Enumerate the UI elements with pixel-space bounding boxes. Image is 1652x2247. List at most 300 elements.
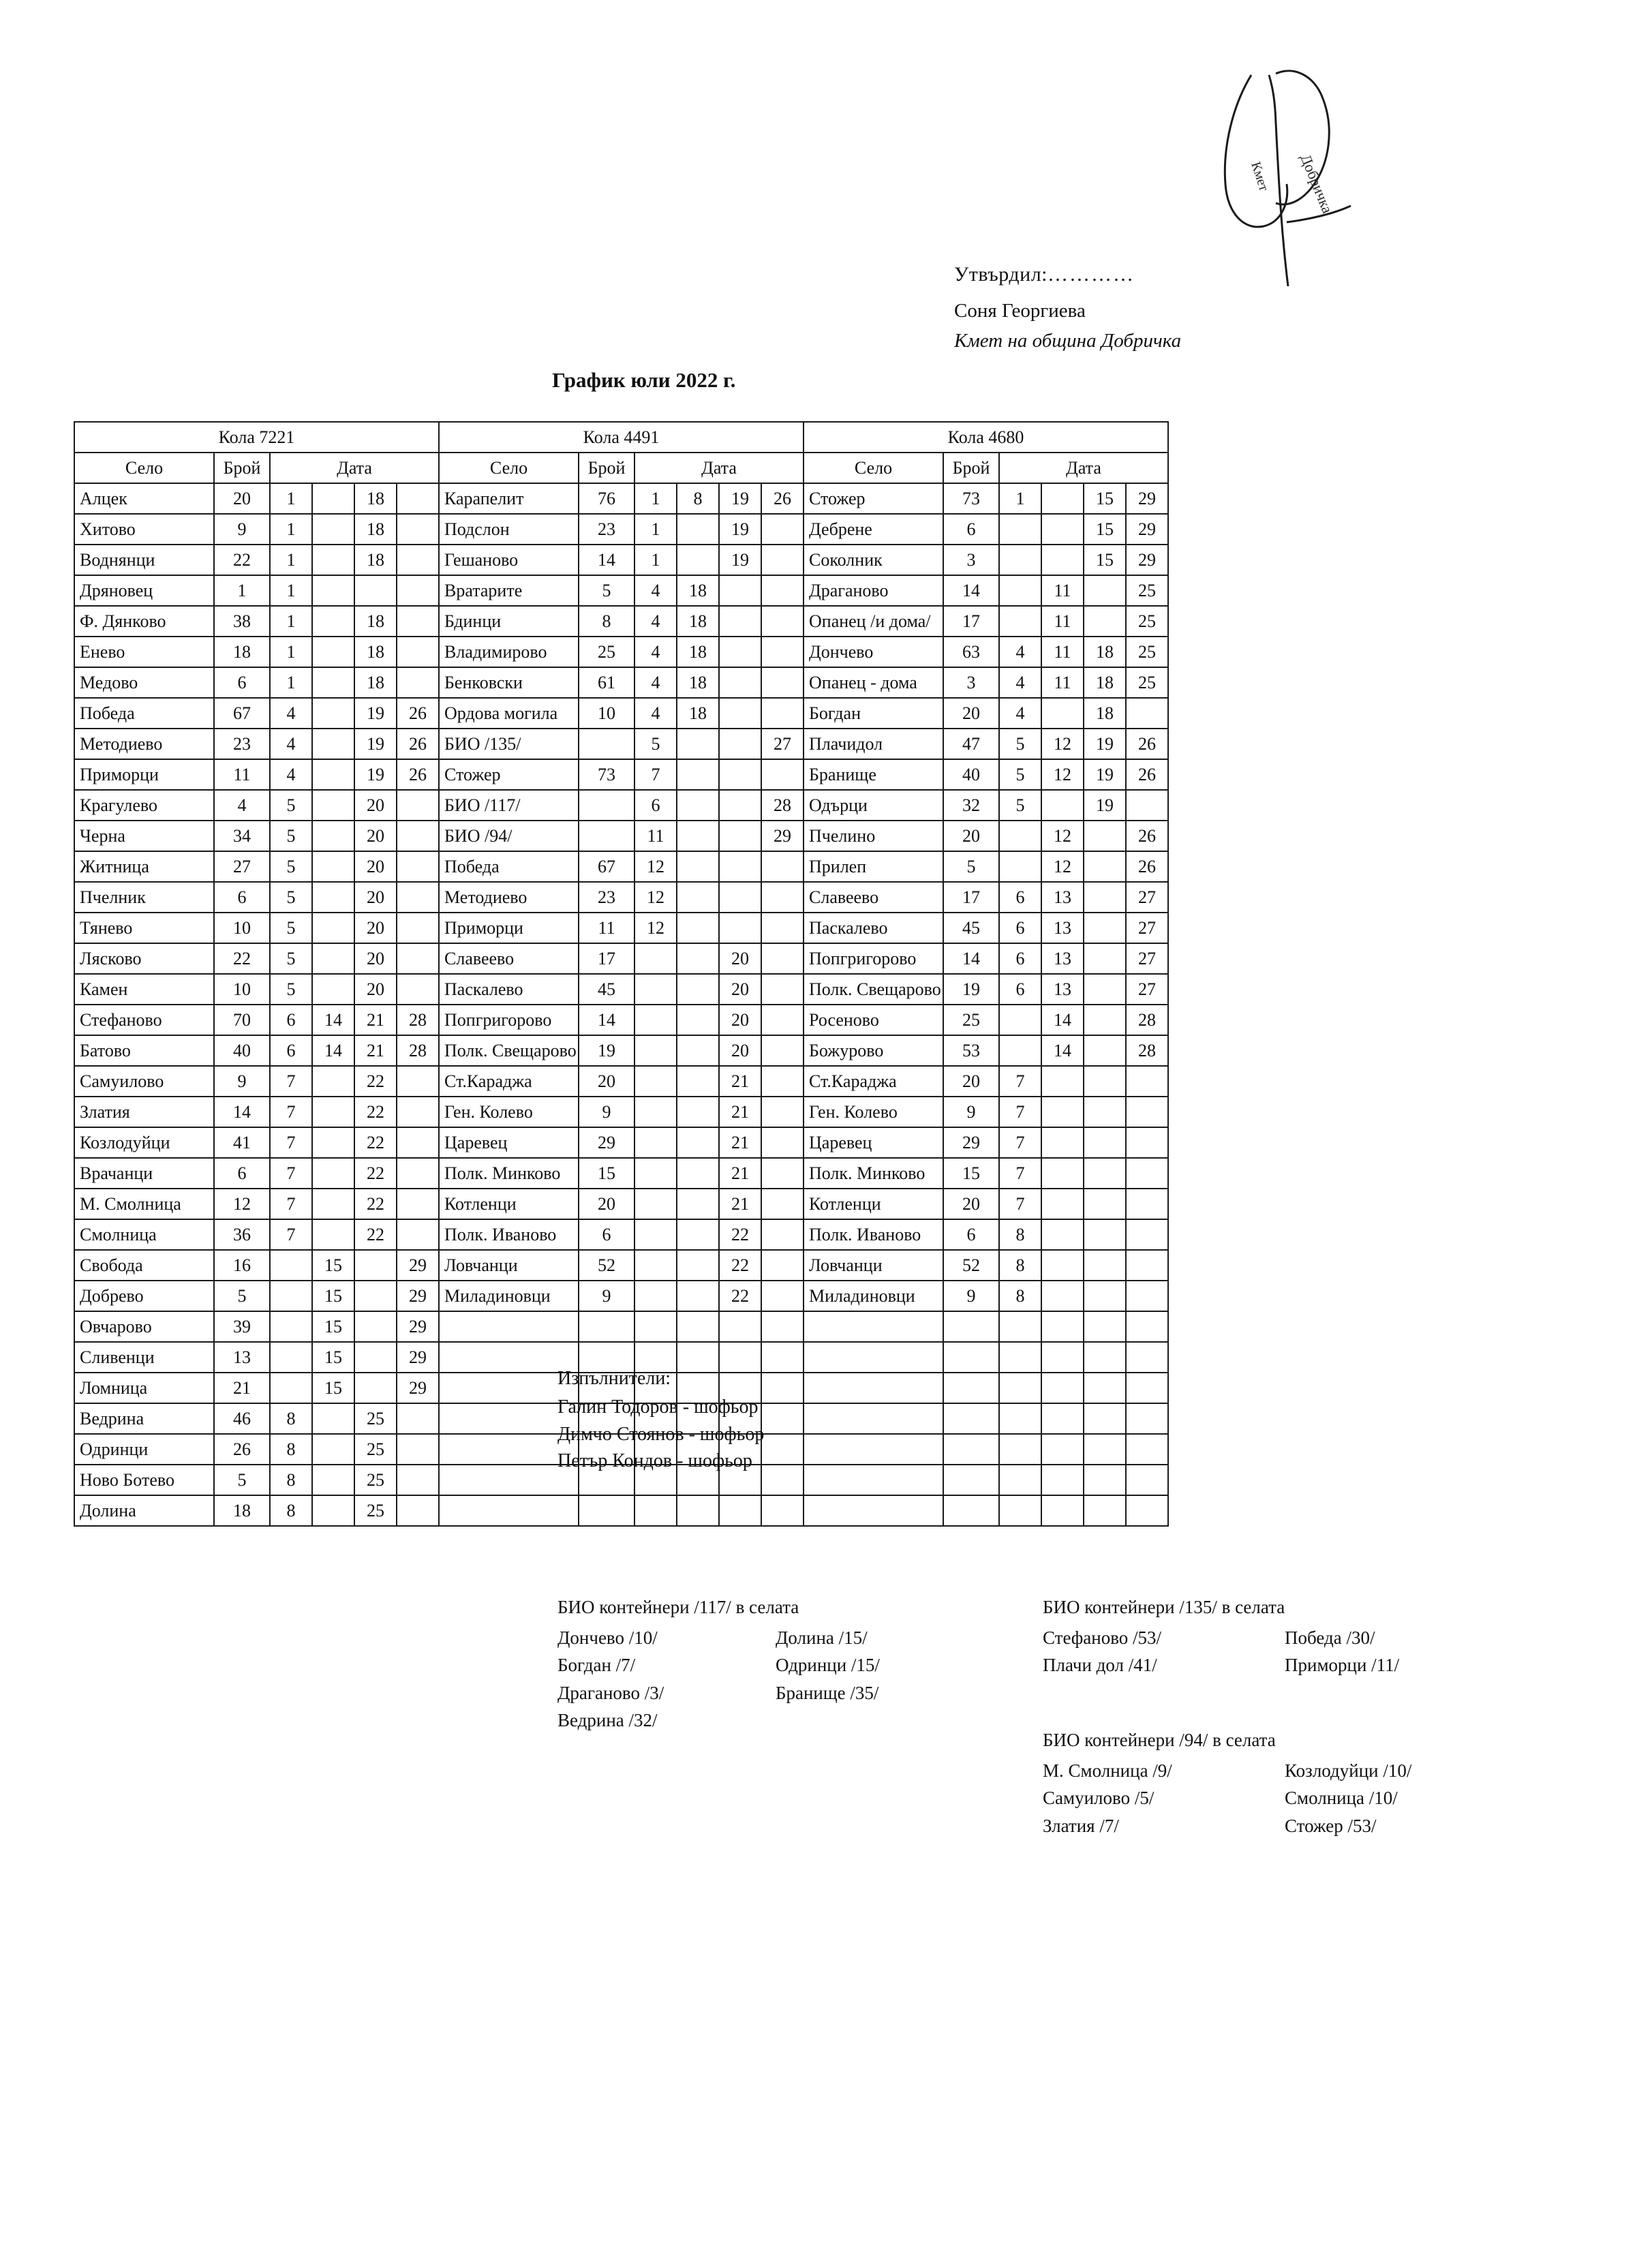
cell-count: 14 <box>579 545 634 575</box>
executors-block <box>557 1365 764 1475</box>
table-row <box>74 851 1168 882</box>
cell-date-1: 1 <box>634 545 677 575</box>
empty-cell <box>439 1311 579 1342</box>
cell-date-2 <box>677 514 719 545</box>
cell-count: 63 <box>943 637 999 667</box>
cell-date-1 <box>999 821 1041 851</box>
cell-count: 1 <box>214 575 270 606</box>
col-header-count: Брой <box>943 453 999 483</box>
cell-date-4 <box>397 1219 439 1250</box>
empty-cell <box>761 1465 804 1495</box>
cell-count: 20 <box>943 698 999 729</box>
cell-count: 39 <box>214 1311 270 1342</box>
cell-date-3: 18 <box>354 667 397 698</box>
cell-date-3: 25 <box>354 1403 397 1434</box>
cell-village: БИО /135/ <box>439 729 579 759</box>
cell-count: 20 <box>214 483 270 514</box>
cell-date-1 <box>634 1250 677 1281</box>
cell-date-1: 6 <box>999 974 1041 1005</box>
cell-date-3 <box>1084 1127 1126 1158</box>
cell-date-2: 11 <box>1041 637 1084 667</box>
cell-date-1: 4 <box>270 729 312 759</box>
cell-date-1: 1 <box>270 545 312 575</box>
cell-village: Бенковски <box>439 667 579 698</box>
cell-date-4 <box>761 698 804 729</box>
cell-date-3: 22 <box>354 1127 397 1158</box>
cell-date-3 <box>1084 943 1126 974</box>
cell-village: Ломница <box>74 1373 214 1403</box>
cell-date-4: 28 <box>761 790 804 821</box>
cell-village: Гешаново <box>439 545 579 575</box>
cell-date-3: 18 <box>354 637 397 667</box>
car-group-header: Кола 4680 <box>804 422 1168 453</box>
empty-cell <box>719 1495 761 1526</box>
cell-date-3: 19 <box>1084 790 1126 821</box>
executor-item: Галин Тодоров - шофьор <box>557 1396 759 1418</box>
approver-position: Кмет на община Добричка <box>954 329 1182 352</box>
cell-date-2 <box>677 1219 719 1250</box>
cell-count <box>579 790 634 821</box>
cell-village: Котленци <box>439 1189 579 1219</box>
cell-date-3 <box>719 698 761 729</box>
cell-count: 11 <box>214 759 270 790</box>
cell-date-2 <box>677 1250 719 1281</box>
cell-village: Полк. Свещарово <box>439 1035 579 1066</box>
cell-date-1 <box>999 851 1041 882</box>
cell-date-2 <box>677 943 719 974</box>
cell-village: Славеево <box>804 882 943 913</box>
cell-date-4: 29 <box>397 1373 439 1403</box>
cell-date-2: 14 <box>1041 1005 1084 1035</box>
cell-village: Черна <box>74 821 214 851</box>
cell-date-2 <box>312 637 354 667</box>
cell-village: Опанец /и дома/ <box>804 606 943 637</box>
cell-village: БИО /94/ <box>439 821 579 851</box>
empty-cell <box>999 1495 1041 1526</box>
cell-date-3 <box>719 759 761 790</box>
cell-date-3: 19 <box>719 545 761 575</box>
cell-count: 73 <box>943 483 999 514</box>
cell-date-1 <box>634 1219 677 1250</box>
empty-cell <box>1084 1465 1126 1495</box>
cell-village: Козлодуйци <box>74 1127 214 1158</box>
cell-date-3 <box>354 575 397 606</box>
cell-village: Медово <box>74 667 214 698</box>
cell-date-2 <box>1041 1127 1084 1158</box>
cell-date-2: 14 <box>1041 1035 1084 1066</box>
cell-date-1: 12 <box>634 913 677 943</box>
cell-date-4: 26 <box>1126 851 1168 882</box>
cell-count: 40 <box>943 759 999 790</box>
cell-date-4 <box>397 483 439 514</box>
schedule-grid <box>74 421 1548 1527</box>
bio-117-cell: Богдан /7/ <box>557 1655 636 1675</box>
cell-date-1 <box>634 1005 677 1035</box>
cell-count: 76 <box>579 483 634 514</box>
table-row <box>74 729 1168 759</box>
cell-count: 20 <box>943 821 999 851</box>
cell-village: Миладиновци <box>439 1281 579 1311</box>
cell-date-1: 5 <box>634 729 677 759</box>
cell-date-4 <box>761 1189 804 1219</box>
cell-date-1: 4 <box>634 667 677 698</box>
empty-cell <box>1041 1342 1084 1373</box>
cell-count: 67 <box>579 851 634 882</box>
cell-date-1 <box>270 1342 312 1373</box>
cell-village: Сливенци <box>74 1342 214 1373</box>
cell-date-4 <box>1126 1097 1168 1127</box>
cell-date-4 <box>761 1035 804 1066</box>
table-row <box>74 1035 1168 1066</box>
cell-date-2 <box>312 913 354 943</box>
cell-date-3 <box>1084 1189 1126 1219</box>
cell-date-4 <box>1126 1281 1168 1311</box>
cell-date-1 <box>999 514 1041 545</box>
cell-date-4 <box>397 1097 439 1127</box>
cell-date-3 <box>1084 1281 1126 1311</box>
cell-date-1 <box>270 1373 312 1403</box>
cell-date-3: 20 <box>719 1035 761 1066</box>
cell-date-4: 27 <box>1126 943 1168 974</box>
cell-village: Добрево <box>74 1281 214 1311</box>
cell-count: 6 <box>214 882 270 913</box>
table-row <box>74 759 1168 790</box>
cell-village: Енево <box>74 637 214 667</box>
cell-date-4 <box>1126 698 1168 729</box>
cell-date-2 <box>312 943 354 974</box>
cell-date-2: 15 <box>312 1250 354 1281</box>
cell-date-2: 11 <box>1041 575 1084 606</box>
cell-village: Полк. Минково <box>439 1158 579 1189</box>
table-row <box>74 1281 1168 1311</box>
cell-date-1: 4 <box>999 637 1041 667</box>
table-row <box>74 606 1168 637</box>
cell-village: Драганово <box>804 575 943 606</box>
cell-date-1 <box>999 1035 1041 1066</box>
cell-date-2 <box>312 790 354 821</box>
cell-count: 61 <box>579 667 634 698</box>
cell-village: Одринци <box>74 1434 214 1465</box>
cell-count: 67 <box>214 698 270 729</box>
cell-village: Росеново <box>804 1005 943 1035</box>
cell-date-4: 28 <box>397 1005 439 1035</box>
bio-117-cell: Ведрина /32/ <box>557 1710 658 1730</box>
cell-count: 52 <box>943 1250 999 1281</box>
cell-date-3 <box>719 882 761 913</box>
cell-village: Ловчанци <box>439 1250 579 1281</box>
cell-village: Славеево <box>439 943 579 974</box>
cell-date-3: 21 <box>719 1097 761 1127</box>
cell-date-2: 14 <box>312 1035 354 1066</box>
empty-cell <box>804 1311 943 1342</box>
cell-date-1: 7 <box>270 1097 312 1127</box>
empty-cell <box>1084 1342 1126 1373</box>
cell-village: Попгригорово <box>439 1005 579 1035</box>
cell-village: Смолница <box>74 1219 214 1250</box>
cell-village: Полк. Иваново <box>804 1219 943 1250</box>
cell-date-2 <box>1041 790 1084 821</box>
empty-cell <box>761 1342 804 1373</box>
cell-date-2 <box>677 1158 719 1189</box>
cell-village: Камен <box>74 974 214 1005</box>
cell-date-3: 18 <box>1084 637 1126 667</box>
car-group-header: Кола 7221 <box>74 422 439 453</box>
bio-135-cell: Стефаново /53/ <box>1043 1627 1162 1648</box>
cell-village: Дряновец <box>74 575 214 606</box>
cell-count: 18 <box>214 637 270 667</box>
cell-date-4 <box>397 1127 439 1158</box>
cell-date-1: 1 <box>999 483 1041 514</box>
cell-date-3 <box>354 1281 397 1311</box>
empty-cell <box>579 1495 634 1526</box>
cell-date-3: 21 <box>354 1005 397 1035</box>
cell-date-1: 4 <box>634 698 677 729</box>
cell-date-3 <box>1084 1097 1126 1127</box>
cell-count: 3 <box>943 545 999 575</box>
cell-count: 20 <box>579 1189 634 1219</box>
cell-date-2: 13 <box>1041 943 1084 974</box>
bio-135-cell: Победа /30/ <box>1285 1627 1375 1648</box>
cell-date-3 <box>1084 1158 1126 1189</box>
cell-count: 52 <box>579 1250 634 1281</box>
cell-date-4 <box>1126 1158 1168 1189</box>
cell-date-2 <box>312 851 354 882</box>
cell-date-2: 15 <box>312 1281 354 1311</box>
cell-date-1: 5 <box>999 790 1041 821</box>
cell-date-1 <box>634 1158 677 1189</box>
empty-cell <box>677 1495 719 1526</box>
cell-date-1: 1 <box>634 483 677 514</box>
cell-count: 19 <box>943 974 999 1005</box>
bio-94-cell: Козлодуйци /10/ <box>1285 1760 1412 1781</box>
cell-date-2 <box>312 1219 354 1250</box>
cell-date-4 <box>761 851 804 882</box>
cell-date-2 <box>677 1189 719 1219</box>
approval-dots: ………… <box>1047 263 1135 286</box>
cell-date-3: 22 <box>354 1066 397 1097</box>
cell-count: 14 <box>214 1097 270 1127</box>
cell-date-3: 25 <box>354 1495 397 1526</box>
cell-date-1: 4 <box>634 606 677 637</box>
table-row <box>74 1495 1168 1526</box>
cell-date-1 <box>634 974 677 1005</box>
cell-date-1: 1 <box>270 667 312 698</box>
cell-date-1: 6 <box>999 943 1041 974</box>
cell-date-4 <box>397 882 439 913</box>
cell-date-4 <box>397 913 439 943</box>
cell-date-4: 29 <box>397 1311 439 1342</box>
cell-date-3: 20 <box>354 974 397 1005</box>
cell-date-2: 11 <box>1041 606 1084 637</box>
cell-date-2 <box>677 1281 719 1311</box>
cell-village: Прилеп <box>804 851 943 882</box>
cell-count: 26 <box>214 1434 270 1465</box>
empty-cell <box>677 1311 719 1342</box>
bio-containers-135 <box>1043 1593 1399 1679</box>
cell-date-2 <box>677 729 719 759</box>
cell-date-4: 26 <box>397 698 439 729</box>
cell-count: 4 <box>214 790 270 821</box>
cell-date-2 <box>1041 545 1084 575</box>
cell-date-1: 6 <box>270 1005 312 1035</box>
empty-cell <box>1126 1373 1168 1403</box>
cell-date-2 <box>1041 1219 1084 1250</box>
empty-cell <box>761 1495 804 1526</box>
cell-date-4: 29 <box>397 1281 439 1311</box>
cell-village: Лясково <box>74 943 214 974</box>
cell-count <box>579 729 634 759</box>
cell-date-3: 22 <box>354 1219 397 1250</box>
cell-date-3: 22 <box>354 1158 397 1189</box>
table-row <box>74 1158 1168 1189</box>
bio-94-header: БИО контейнери /94/ в селата <box>1043 1730 1276 1750</box>
cell-date-4: 25 <box>1126 575 1168 606</box>
cell-count: 47 <box>943 729 999 759</box>
cell-date-1: 5 <box>270 821 312 851</box>
signature-scribble <box>1118 61 1363 286</box>
cell-village: Плачидол <box>804 729 943 759</box>
cell-count: 17 <box>943 882 999 913</box>
cell-date-2 <box>677 882 719 913</box>
cell-date-3: 21 <box>719 1158 761 1189</box>
cell-date-4: 27 <box>1126 913 1168 943</box>
cell-date-3: 22 <box>719 1281 761 1311</box>
empty-cell <box>999 1403 1041 1434</box>
table-row <box>74 575 1168 606</box>
cell-date-4 <box>397 821 439 851</box>
cell-date-1: 4 <box>270 698 312 729</box>
cell-date-2: 12 <box>1041 729 1084 759</box>
cell-count: 45 <box>943 913 999 943</box>
cell-date-1: 6 <box>634 790 677 821</box>
table-row <box>74 637 1168 667</box>
cell-date-3 <box>1084 1219 1126 1250</box>
empty-cell <box>999 1373 1041 1403</box>
cell-village: Ново Ботево <box>74 1465 214 1495</box>
cell-village: Самуилово <box>74 1066 214 1097</box>
cell-village: БИО /117/ <box>439 790 579 821</box>
cell-date-1: 4 <box>634 637 677 667</box>
cell-count: 20 <box>943 1066 999 1097</box>
cell-date-1: 5 <box>270 974 312 1005</box>
cell-count <box>579 821 634 851</box>
empty-cell <box>761 1373 804 1403</box>
cell-date-3: 18 <box>1084 667 1126 698</box>
cell-date-1: 5 <box>999 729 1041 759</box>
empty-cell <box>634 1311 677 1342</box>
cell-count: 25 <box>579 637 634 667</box>
cell-date-1 <box>634 1066 677 1097</box>
cell-date-4: 26 <box>1126 759 1168 790</box>
col-header-village: Село <box>74 453 214 483</box>
cell-date-2 <box>312 1189 354 1219</box>
cell-count: 36 <box>214 1219 270 1250</box>
empty-cell <box>804 1465 943 1495</box>
cell-date-2 <box>312 483 354 514</box>
empty-cell <box>719 1311 761 1342</box>
cell-date-4 <box>397 637 439 667</box>
cell-date-4: 26 <box>397 729 439 759</box>
cell-village: Ген. Колево <box>804 1097 943 1127</box>
cell-date-1 <box>270 1250 312 1281</box>
cell-date-2 <box>312 1403 354 1434</box>
cell-village: Полк. Минково <box>804 1158 943 1189</box>
empty-cell <box>1084 1434 1126 1465</box>
cell-date-4 <box>761 882 804 913</box>
table-row <box>74 913 1168 943</box>
cell-date-2: 18 <box>677 667 719 698</box>
cell-date-2 <box>312 667 354 698</box>
cell-date-1: 6 <box>999 882 1041 913</box>
schedule-table <box>74 421 1169 1527</box>
empty-cell <box>1041 1403 1084 1434</box>
col-header-date: Дата <box>634 453 804 483</box>
cell-date-2 <box>312 729 354 759</box>
cell-date-3 <box>719 575 761 606</box>
cell-date-3: 22 <box>719 1219 761 1250</box>
cell-date-1: 1 <box>270 637 312 667</box>
cell-date-4 <box>397 514 439 545</box>
table-row <box>74 882 1168 913</box>
cell-count: 21 <box>214 1373 270 1403</box>
cell-date-4: 26 <box>1126 729 1168 759</box>
cell-date-3: 19 <box>719 514 761 545</box>
cell-date-4 <box>397 1189 439 1219</box>
cell-date-4 <box>761 913 804 943</box>
cell-village: Котленци <box>804 1189 943 1219</box>
cell-village: Житница <box>74 851 214 882</box>
cell-village: Ф. Дянково <box>74 606 214 637</box>
col-header-count: Брой <box>214 453 270 483</box>
table-row <box>74 1005 1168 1035</box>
cell-count: 38 <box>214 606 270 637</box>
cell-count: 8 <box>579 606 634 637</box>
cell-count: 17 <box>579 943 634 974</box>
cell-date-2 <box>312 1097 354 1127</box>
cell-date-3: 20 <box>354 851 397 882</box>
cell-date-4 <box>761 1066 804 1097</box>
empty-cell <box>761 1434 804 1465</box>
cell-count: 14 <box>943 575 999 606</box>
cell-date-4 <box>397 667 439 698</box>
cell-date-3: 18 <box>354 483 397 514</box>
cell-date-3 <box>719 606 761 637</box>
cell-count: 34 <box>214 821 270 851</box>
cell-village: М. Смолница <box>74 1189 214 1219</box>
cell-count: 73 <box>579 759 634 790</box>
cell-date-4: 28 <box>397 1035 439 1066</box>
cell-date-1: 1 <box>634 514 677 545</box>
cell-count: 6 <box>214 667 270 698</box>
table-row <box>74 483 1168 514</box>
cell-date-4 <box>1126 1127 1168 1158</box>
cell-village: Паскалево <box>804 913 943 943</box>
cell-village: Воднянци <box>74 545 214 575</box>
cell-date-4 <box>397 943 439 974</box>
cell-village: Тянево <box>74 913 214 943</box>
cell-date-2: 15 <box>312 1373 354 1403</box>
cell-date-2: 12 <box>1041 851 1084 882</box>
cell-date-3 <box>1084 1250 1126 1281</box>
cell-date-3 <box>719 851 761 882</box>
cell-date-4: 27 <box>1126 974 1168 1005</box>
cell-village: Одърци <box>804 790 943 821</box>
cell-date-3: 20 <box>719 974 761 1005</box>
cell-count: 14 <box>579 1005 634 1035</box>
table-row <box>74 1097 1168 1127</box>
table-row <box>74 790 1168 821</box>
cell-date-2 <box>677 913 719 943</box>
